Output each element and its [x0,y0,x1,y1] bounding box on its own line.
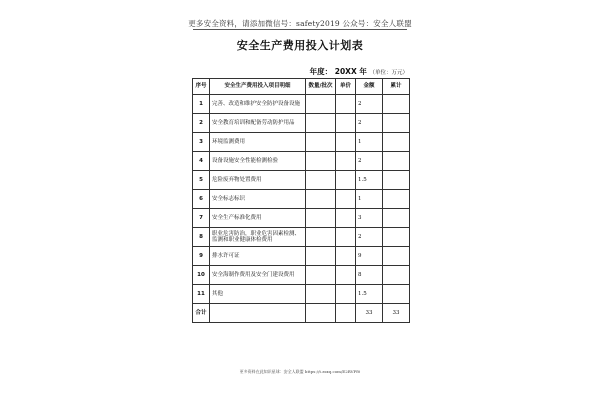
row-amount: 2 [356,95,383,114]
row-index: 6 [193,190,210,209]
document-title: 安全生产费用投入计划表 [236,39,364,52]
total-row [193,304,410,323]
row-amount: 3 [356,209,383,228]
row-item: 其他 [210,285,306,304]
column-header-amount: 金额 [356,79,383,95]
row-cumulative [383,152,410,171]
row-quantity [306,171,336,190]
table-row [193,95,410,114]
row-quantity [306,285,336,304]
row-index: 1 [193,95,210,114]
row-price [336,285,356,304]
row-cumulative [383,133,410,152]
total-label: 合计 [193,304,210,323]
column-header-index: 序号 [193,79,210,95]
row-quantity [306,266,336,285]
row-item: 完善、改造和维护安全防护设备设施 [210,95,306,114]
table-row [193,171,410,190]
row-item: 安全标志标识 [210,190,306,209]
row-amount: 8 [356,266,383,285]
row-item: 安全教育培训和配备劳动防护用品 [210,114,306,133]
total-quantity [306,304,336,323]
footer-note: 更多资料在此知识星球：安全人联盟 https://t.zsxq.com/E2RVFf0 [239,369,361,374]
row-index: 10 [193,266,210,285]
header-note: 更多安全资料，请添加微信号：safety2019 公众号：安全人联盟 [188,19,412,28]
row-index: 7 [193,209,210,228]
column-header-item: 安全生产费用投入项目明细 [210,79,306,95]
row-amount: 1.5 [356,171,383,190]
row-cumulative [383,95,410,114]
table-row [193,266,410,285]
row-price [336,228,356,247]
row-price [336,266,356,285]
row-quantity [306,95,336,114]
year-line [310,66,408,77]
row-quantity [306,133,336,152]
total-price [336,304,356,323]
row-amount: 1 [356,190,383,209]
row-price [336,133,356,152]
row-index: 3 [193,133,210,152]
table-row [193,190,410,209]
row-index: 5 [193,171,210,190]
table-row [193,209,410,228]
unit-note: （单位：万元） [369,70,408,76]
row-quantity [306,190,336,209]
row-cumulative [383,285,410,304]
table-row [193,114,410,133]
row-amount: 2 [356,152,383,171]
row-index: 8 [193,228,210,247]
row-amount: 2 [356,114,383,133]
row-quantity [306,247,336,266]
row-item: 职业危害防治，职业危害因素检测、监测和职业健康体检费用 [210,228,306,247]
row-item: 排水许可证 [210,247,306,266]
row-cumulative [383,209,410,228]
row-price [336,152,356,171]
row-quantity [306,228,336,247]
row-cumulative [383,171,410,190]
total-item [210,304,306,323]
row-item: 安全海制作费用及安全门建设费用 [210,266,306,285]
row-item: 安全生产标准化费用 [210,209,306,228]
year-value: 20XX 年 [334,67,367,76]
column-header-quantity: 数量/批次 [306,79,336,95]
row-cumulative [383,247,410,266]
row-price [336,95,356,114]
table-row [193,247,410,266]
row-price [336,190,356,209]
row-quantity [306,209,336,228]
row-item: 设备设施安全性能检测检验 [210,152,306,171]
row-cumulative [383,266,410,285]
row-quantity [306,114,336,133]
table-row [193,228,410,247]
year-label: 年度： [309,67,333,76]
total-cumulative: 33 [383,304,410,323]
row-price [336,114,356,133]
table-row [193,152,410,171]
row-cumulative [383,114,410,133]
row-item: 环境监测费用 [210,133,306,152]
row-amount: 2 [356,228,383,247]
table-header-row [193,79,410,95]
row-cumulative [383,228,410,247]
column-header-cumulative: 累计 [383,79,410,95]
table-row [193,133,410,152]
cost-plan-table [192,78,410,323]
row-item: 危险废弃物处置费用 [210,171,306,190]
row-index: 2 [193,114,210,133]
row-amount: 9 [356,247,383,266]
row-index: 9 [193,247,210,266]
row-amount: 1.5 [356,285,383,304]
row-index: 11 [193,285,210,304]
header-divider [193,29,407,30]
row-price [336,209,356,228]
row-index: 4 [193,152,210,171]
column-header-price: 单价 [336,79,356,95]
total-amount: 33 [356,304,383,323]
row-quantity [306,152,336,171]
row-amount: 1 [356,133,383,152]
row-price [336,171,356,190]
table-row [193,285,410,304]
row-price [336,247,356,266]
row-cumulative [383,190,410,209]
